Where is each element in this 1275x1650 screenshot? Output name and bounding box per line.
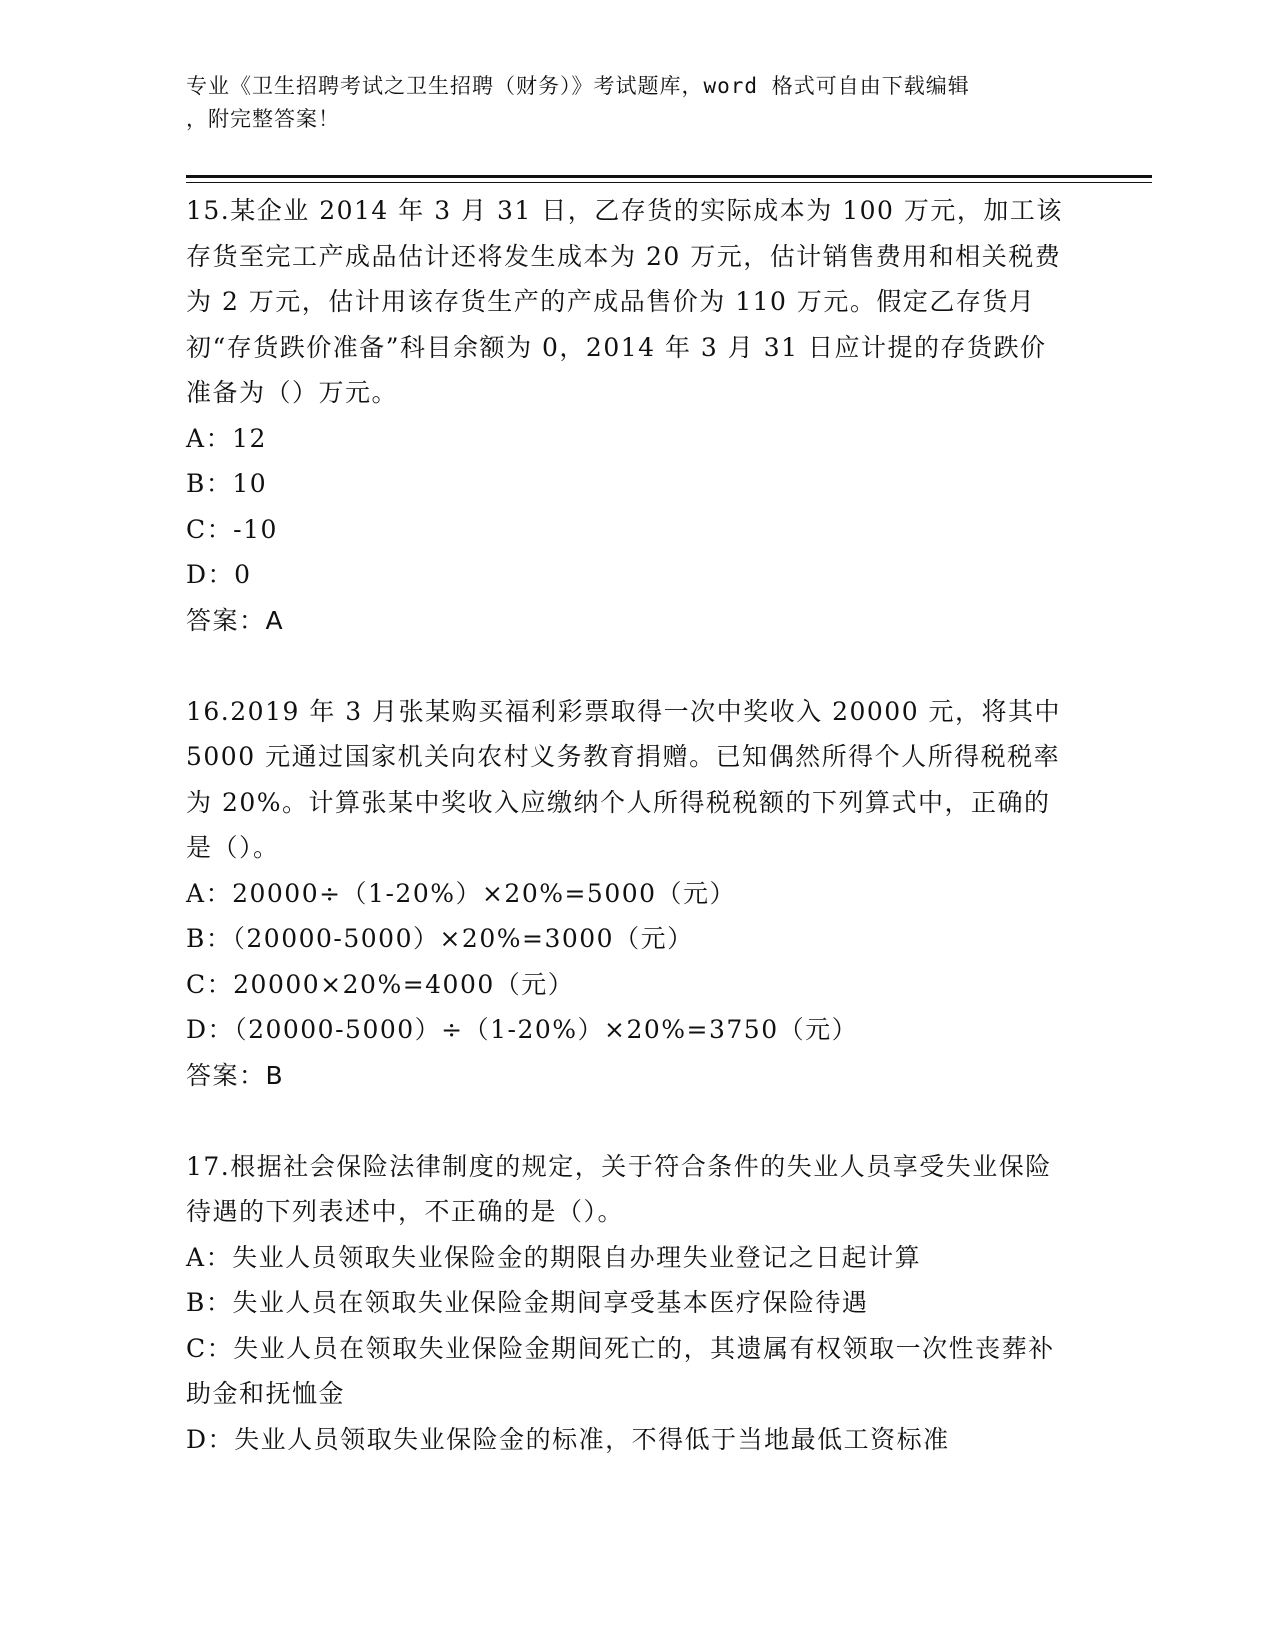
option-d xyxy=(186,1417,1071,1463)
option-separator: ： xyxy=(205,924,233,953)
header-line-1: 专业《卫生招聘考试之卫生招聘（财务）》考试题库，word 格式可自由下载编辑 xyxy=(186,74,970,98)
option-text: 失业人员领取失业保险金的期限自办理失业登记之日起计算 xyxy=(232,1242,922,1272)
option-a xyxy=(186,1235,1071,1281)
option-key: B xyxy=(186,1288,206,1317)
option-key: D xyxy=(186,1424,208,1454)
header-divider-thick xyxy=(186,175,1152,178)
option-key: C xyxy=(186,1333,207,1363)
option-d xyxy=(186,1007,1071,1053)
question-stem: 16.2019 年 3 月张某购买福利彩票取得一次中奖收入 20000 元，将其中 5000 元通过国家机关向农村义务教育捐赠。已知偶然所得个人所得税税率为 20%。计算张某中奖收入应缴纳个人所得税税额的下列算式中，正确的是（）。 xyxy=(186,696,1062,862)
header-divider-thin xyxy=(186,182,1152,183)
question-list xyxy=(186,188,1086,1462)
option-separator: ： xyxy=(205,1242,233,1272)
option-key: D xyxy=(186,1015,208,1044)
option-text: 20000÷（1-20%）×20%=5000（元） xyxy=(232,878,737,908)
question-spacer xyxy=(186,1098,1086,1144)
answer-label: 答案：A xyxy=(186,605,285,635)
question-spacer xyxy=(186,643,1086,689)
option-separator: ： xyxy=(207,1015,235,1044)
header-line-2: ，附完整答案！ xyxy=(186,107,340,131)
option-separator: ： xyxy=(206,969,234,999)
option-a xyxy=(186,416,1071,462)
option-separator: ： xyxy=(207,1424,235,1454)
option-key: A xyxy=(186,1242,206,1272)
option-d xyxy=(186,552,1071,598)
option-separator: ： xyxy=(205,1288,233,1317)
option-text: 12 xyxy=(232,423,267,453)
option-text: （20000-5000）÷（1-20%）×20%=3750（元） xyxy=(234,1015,859,1044)
question-stem: 15.某企业 2014 年 3 月 31 日，乙存货的实际成本为 100 万元，加工该存货至完工产成品估计还将发生成本为 20 万元，估计销售费用和相关税费为 2 万元，估计用该存货生产的产成品售价为 110 万元。假定乙存货月初“存货跌价准备”科目余额为 0，2014 年 3 月 31 日应计提的存货跌价准备为（）万元。 xyxy=(186,196,1063,407)
option-text: 失业人员在领取失业保险金期间享受基本医疗保险待遇 xyxy=(232,1288,869,1317)
option-separator: ： xyxy=(206,514,234,544)
document-header xyxy=(186,70,1066,136)
option-text: 20000×20%=4000（元） xyxy=(233,969,575,999)
option-list xyxy=(186,416,1086,598)
option-separator: ： xyxy=(205,423,233,453)
option-a xyxy=(186,871,1071,917)
option-c xyxy=(186,1326,1071,1417)
question-16 xyxy=(186,689,1086,1099)
option-separator: ： xyxy=(205,878,233,908)
option-list xyxy=(186,871,1086,1053)
question-17 xyxy=(186,1144,1086,1463)
option-b xyxy=(186,916,1071,962)
option-b xyxy=(186,461,1071,507)
option-key: A xyxy=(186,423,206,453)
option-text: -10 xyxy=(233,514,278,544)
option-list xyxy=(186,1235,1086,1463)
option-text: 失业人员在领取失业保险金期间死亡的，其遗属有权领取一次性丧葬补助金和抚恤金 xyxy=(186,1333,1055,1408)
option-key: B xyxy=(186,924,206,953)
option-text: 10 xyxy=(232,469,268,498)
option-b xyxy=(186,1280,1071,1326)
option-text: 0 xyxy=(234,560,252,589)
option-key: C xyxy=(186,514,207,544)
option-key: B xyxy=(186,469,206,498)
option-key: A xyxy=(186,878,206,908)
option-c xyxy=(186,962,1071,1008)
question-stem: 17.根据社会保险法律制度的规定，关于符合条件的失业人员享受失业保险待遇的下列表述中，不正确的是（）。 xyxy=(186,1151,1052,1226)
option-text: （20000-5000）×20%=3000（元） xyxy=(232,924,694,953)
answer-label: 答案：B xyxy=(186,1060,285,1090)
option-separator: ： xyxy=(207,560,235,589)
option-separator: ： xyxy=(205,469,233,498)
option-key: C xyxy=(186,969,207,999)
question-15 xyxy=(186,188,1086,643)
option-separator: ： xyxy=(206,1333,234,1363)
option-c xyxy=(186,507,1071,553)
option-text: 失业人员领取失业保险金的标准，不得低于当地最低工资标准 xyxy=(234,1424,950,1454)
option-key: D xyxy=(186,560,208,589)
